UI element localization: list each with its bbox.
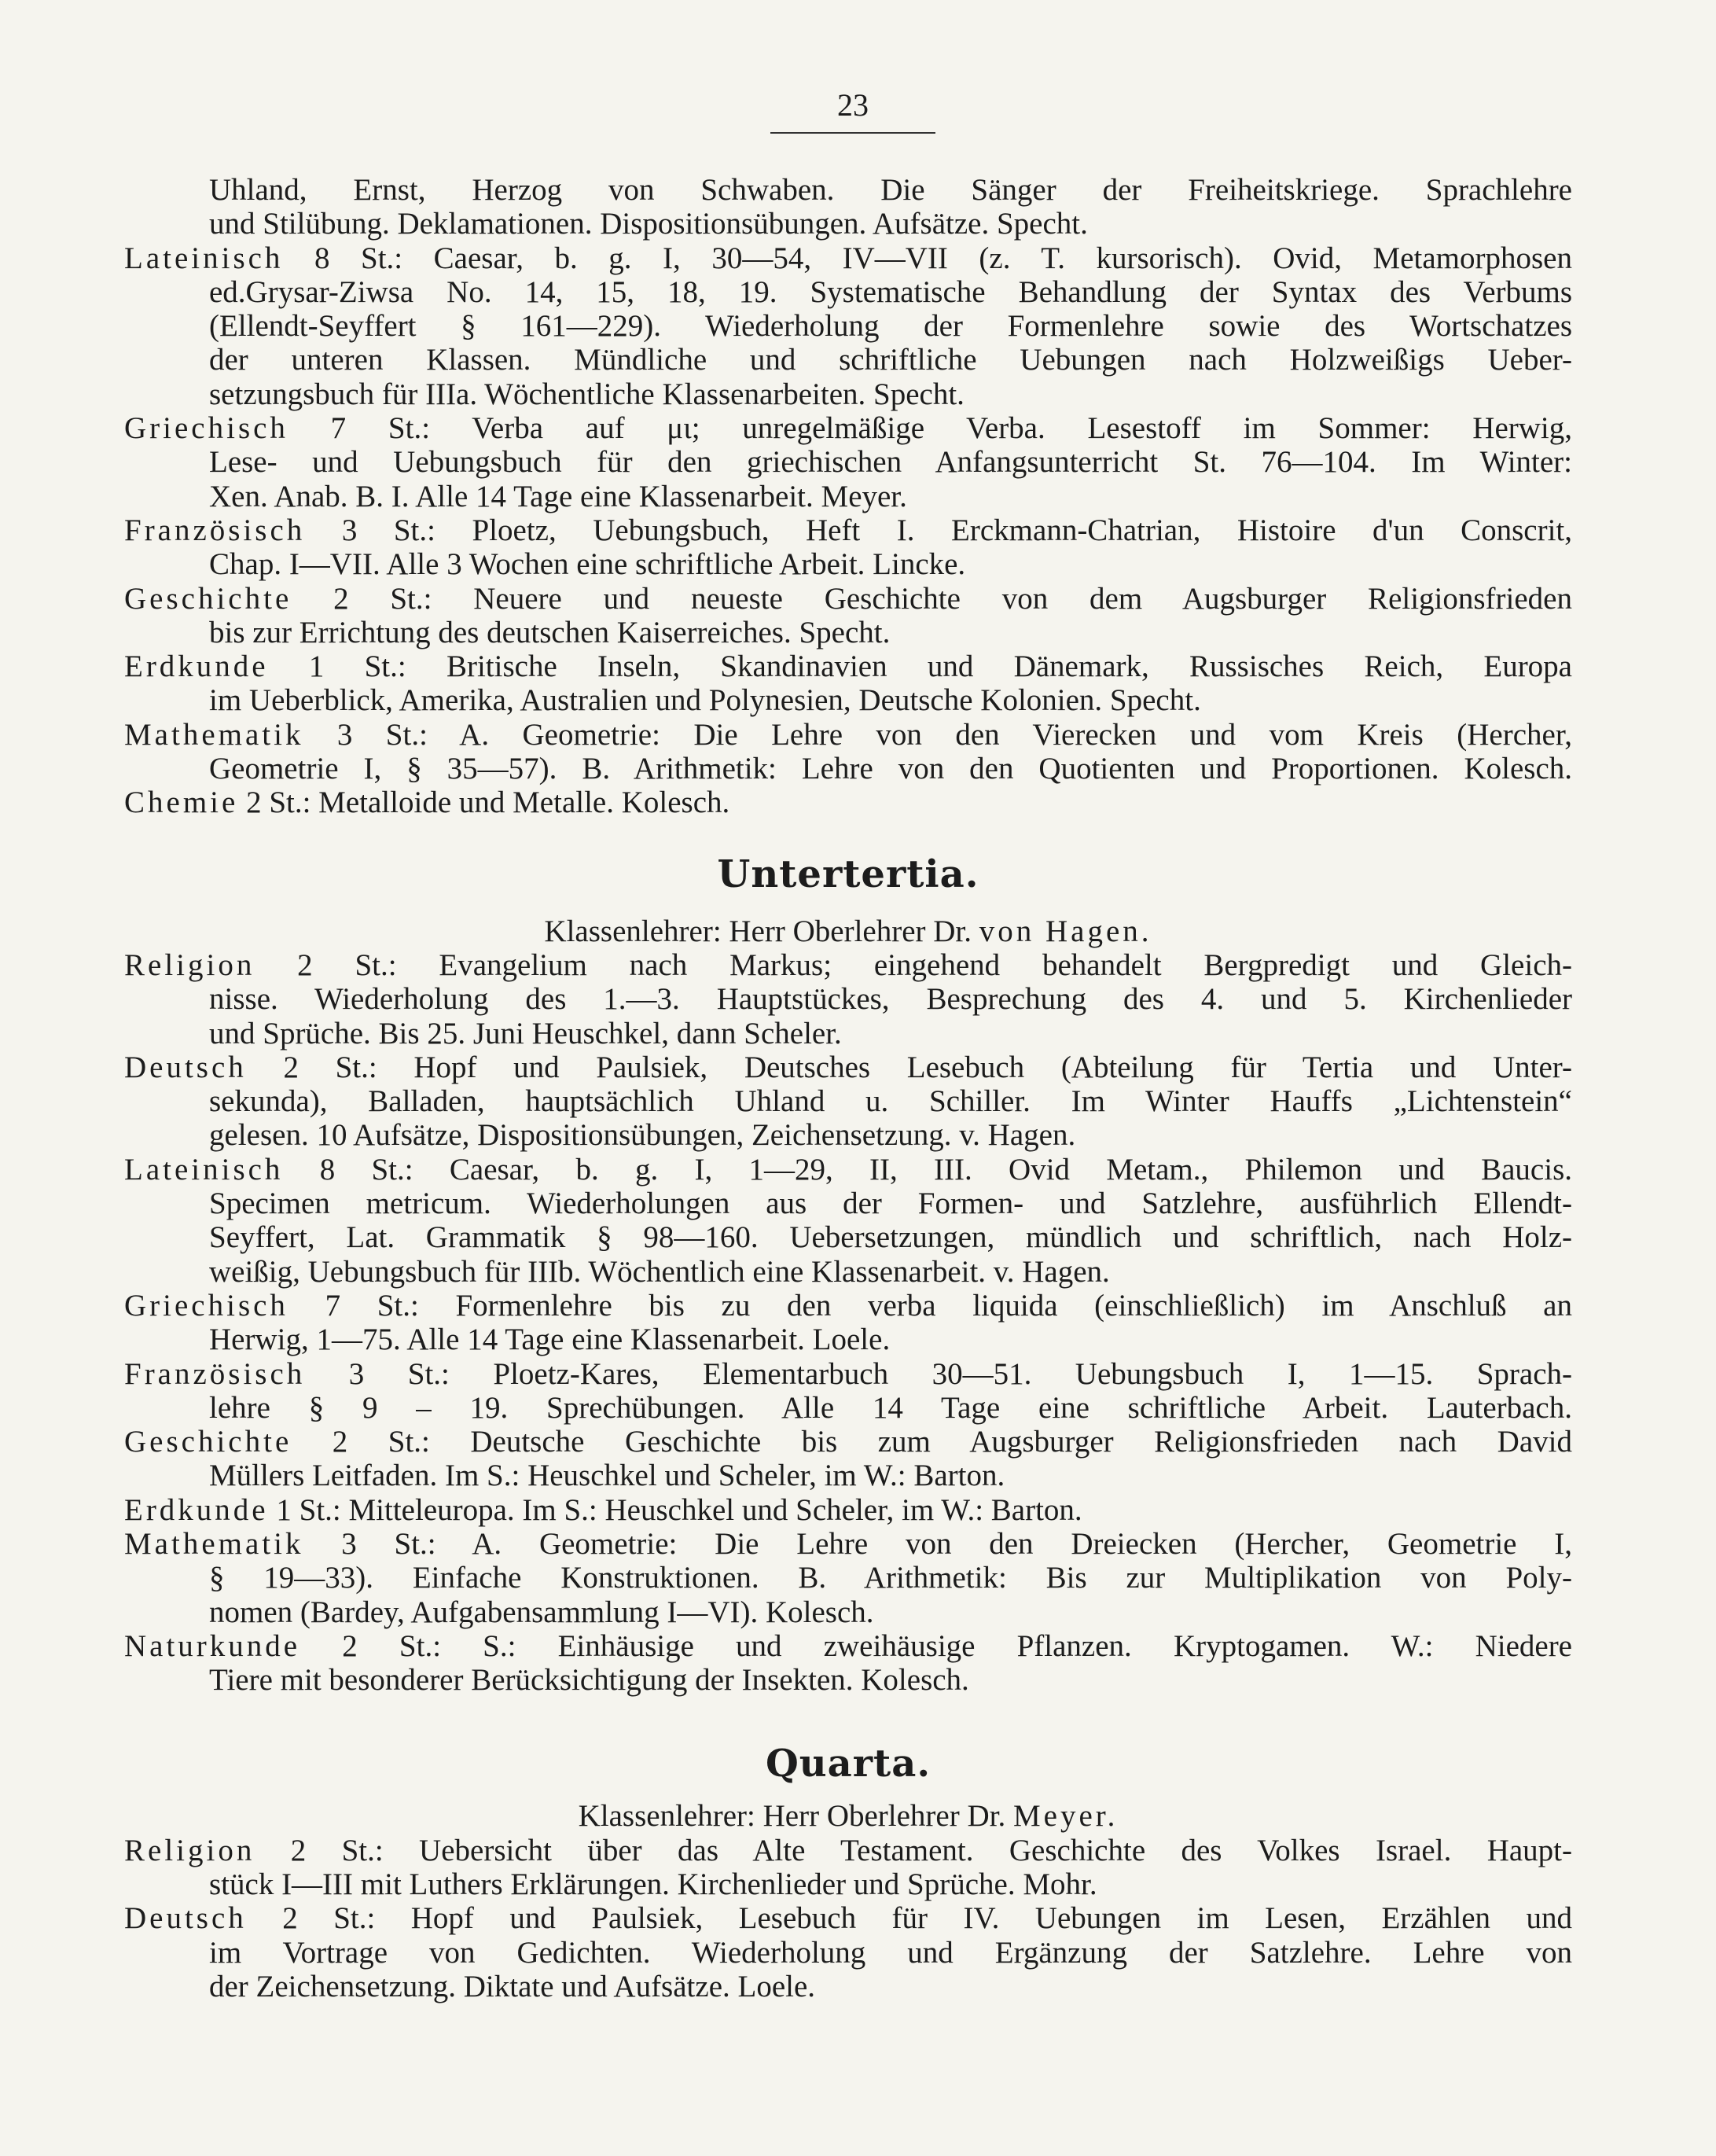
text-line [124,948,1572,982]
line-text: stück I—III mit Luthers Erklärungen. Kirchenlieder und Sprüche. Mohr. [209,1867,1097,1902]
text-line [124,752,1572,786]
line-text: weißig, Uebungsbuch für IIIb. Wöchentlich eine Klassenarbeit. v. Hagen. [209,1254,1110,1289]
line-text: sekunda), Balladen, hauptsächlich Uhland u. Schiller. Im Winter Hauffs „Lichtenstein“ [209,1084,1572,1119]
line-text: 3 St.: A. Geometrie: Die Lehre von den Dreiecken (Hercher, Geometrie I, [303,1526,1572,1561]
text-line [124,480,1572,513]
text-line [124,1459,1572,1492]
line-text: im Vortrage von Gedichten. Wiederholung und Ergänzung der Satzlehre. Lehre von [209,1935,1572,1970]
text-line [124,1289,1572,1323]
line-text: Specimen metricum. Wiederholungen aus der Formen- und Satzlehre, ausführlich Ellendt- [209,1187,1572,1221]
line-text: Uhland, Ernst, Herzog von Schwaben. Die Sänger der Freiheitskriege. Sprachlehre [209,173,1572,207]
subject-name: Mathematik [124,717,304,752]
line-text: 2 St.: Evangelium nach Markus; eingehend behandelt Bergpredigt und Gleich- [255,947,1572,982]
text-line [124,1629,1572,1663]
line-text: Chap. I—VII. Alle 3 Wochen eine schriftliche Arbeit. Lincke. [209,547,966,582]
subject-name: Religion [124,1833,255,1867]
text-line [124,309,1572,343]
teacher-line-quarta [124,1799,1572,1833]
text-line [124,1255,1572,1289]
text-line [124,683,1572,717]
subject-name: Französisch [124,1356,306,1391]
heading-quarta: Quarta. [765,1742,931,1786]
subject-name: Geschichte [124,1425,292,1459]
line-text: 7 St.: Formenlehre bis zu den verba liquida (einschließlich) im Anschluß an [288,1288,1572,1323]
section-obertertia-continued [124,173,1572,820]
text-line [124,1936,1572,1970]
line-text: Geometrie I, § 35—57). B. Arithmetik: Lehre von den Quotienten und Proportionen. Kolesch. [209,752,1572,786]
line-text: 3 St.: Ploetz-Kares, Elementarbuch 30—51. Uebungsbuch I, 1—15. Sprach- [305,1356,1572,1391]
line-text: Tiere mit besonderer Berücksichtigung der Insekten. Kolesch. [209,1663,969,1698]
line-text: und Sprüche. Bis 25. Juni Heuschkel, dann Scheler. [209,1016,842,1050]
line-text: setzungsbuch für IIIa. Wöchentliche Klassenarbeiten. Specht. [209,377,965,411]
text-line [124,1834,1572,1867]
text-line [124,786,1572,819]
subject-name: Naturkunde [124,1628,301,1663]
line-text: im Ueberblick, Amerika, Australien und Polynesien, Deutsche Kolonien. Specht. [209,683,1201,718]
line-text: 2 St.: Hopf und Paulsiek, Deutsches Lesebuch (Abteilung für Tertia und Unter- [246,1050,1572,1084]
text-line [124,377,1572,411]
text-line [124,1153,1572,1187]
text-line [124,1970,1572,2003]
text-line [124,982,1572,1016]
line-text: nisse. Wiederholung des 1.—3. Hauptstückes, Besprechung des 4. und 5. Kirchenlieder [209,982,1572,1017]
line-text: 2 St.: Neuere und neueste Geschichte von dem Augsburger Religionsfrieden [292,581,1572,616]
subject-name: Griechisch [124,1288,288,1323]
document-body [124,173,1572,2003]
section-untertertia [124,948,1572,1698]
text-line [124,1017,1572,1050]
text-line [124,513,1572,547]
teacher-line-untertertia [124,914,1572,948]
line-text: Herwig, 1—75. Alle 14 Tage eine Klassenarbeit. Loele. [209,1323,891,1357]
text-line [124,173,1572,207]
line-text: 8 St.: Caesar, b. g. I, 30—54, IV—VII (z. T. kursorisch). Ovid, Metamorphosen [283,241,1572,275]
text-line [124,1425,1572,1459]
text-line [124,445,1572,479]
line-text: (Ellendt-Seyffert § 161—229). Wiederholung der Formenlehre sowie des Wortschatzes [209,309,1572,344]
line-text: 2 St.: Hopf und Paulsiek, Lesebuch für IV. Uebungen im Lesen, Erzählen und [246,1901,1572,1936]
teacher-name: Meyer. [1012,1799,1119,1834]
text-line [124,207,1572,241]
line-text: bis zur Errichtung des deutschen Kaiserreiches. Specht. [209,615,891,649]
teacher-prefix: Klassenlehrer: Herr Oberlehrer Dr. [578,1799,1013,1834]
line-text: und Stilübung. Deklamationen. Dispositionsübungen. Aufsätze. Specht. [209,207,1088,241]
text-line [124,1323,1572,1356]
text-line [124,1084,1572,1118]
subject-name: Religion [124,947,255,982]
line-text: 8 St.: Caesar, b. g. I, 1—29, II, III. Ovid Metam., Philemon und Baucis. [283,1152,1572,1187]
text-line [124,1391,1572,1425]
subject-name: Geschichte [124,581,292,616]
text-line [124,275,1572,309]
text-line [124,241,1572,275]
line-text: 3 St.: A. Geometrie: Die Lehre von den Vierecken und vom Kreis (Hercher, [303,717,1572,752]
text-line [124,1050,1572,1084]
line-text: § 19—33). Einfache Konstruktionen. B. Arithmetik: Bis zur Multiplikation von Poly- [209,1561,1572,1595]
line-text: der Zeichensetzung. Diktate und Aufsätze. Loele. [209,1969,816,2003]
text-line [124,1561,1572,1595]
text-line [124,718,1572,752]
page-number: 23 [837,87,869,123]
text-line [124,616,1572,649]
teacher-prefix: Klassenlehrer: Herr Oberlehrer Dr. [544,914,979,948]
line-text: 7 St.: Verba auf μι; unregelmäßige Verba. Lesestoff im Sommer: Herwig, [288,411,1572,446]
section-quarta [124,1834,1572,2003]
subject-name: Deutsch [124,1901,247,1936]
line-text: 2 St.: S.: Einhäusige und zweihäusige Pflanzen. Kryptogamen. W.: Niedere [300,1628,1572,1663]
page-number-rule [770,132,935,134]
line-text: nomen (Bardey, Aufgabensammlung I—VI). Kolesch. [209,1595,874,1629]
text-line [124,1118,1572,1152]
text-line [124,582,1572,616]
subject-name: Lateinisch [124,241,284,275]
line-text: Seyffert, Lat. Grammatik § 98—160. Uebersetzungen, mündlich und schriftlich, nach Holz- [209,1220,1572,1255]
text-line [124,1493,1572,1527]
subject-name: Lateinisch [124,1152,284,1187]
line-text: lehre § 9 – 19. Sprechübungen. Alle 14 Tage eine schriftliche Arbeit. Lauterbach. [209,1390,1572,1425]
subject-name: Deutsch [124,1050,247,1084]
text-line [124,1527,1572,1561]
line-text: ed.Grysar-Ziwsa No. 14, 15, 18, 19. Systematische Behandlung der Syntax des Verbums [209,274,1572,309]
text-line [124,1663,1572,1697]
subject-name: Mathematik [124,1526,304,1561]
line-text: 2 St.: Deutsche Geschichte bis zum Augsburger Religionsfrieden nach David [292,1425,1572,1459]
text-line [124,649,1572,683]
text-line [124,1357,1572,1391]
subject-name: Erdkunde [124,1492,269,1527]
line-text: Müllers Leitfaden. Im S.: Heuschkel und Scheler, im W.: Barton. [209,1459,1005,1493]
subject-name: Französisch [124,513,306,547]
text-line [124,1867,1572,1901]
text-line [124,1595,1572,1629]
text-line [124,1220,1572,1254]
line-text: 3 St.: Ploetz, Uebungsbuch, Heft I. Erckmann-Chatrian, Histoire d'un Conscrit, [305,513,1572,547]
subject-name: Chemie [124,786,239,820]
line-text: 1 St.: Britische Inseln, Skandinavien und Dänemark, Russisches Reich, Europa [268,649,1572,684]
heading-untertertia: Untertertia. [717,852,979,896]
line-text: 2 St.: Uebersicht über das Alte Testament. Geschichte des Volkes Israel. Haupt- [255,1833,1572,1867]
line-text: der unteren Klassen. Mündliche und schriftliche Uebungen nach Holzweißigs Ueber- [209,343,1572,377]
text-line [124,547,1572,581]
line-text: gelesen. 10 Aufsätze, Dispositionsübungen, Zeichensetzung. v. Hagen. [209,1118,1076,1153]
text-line [124,1187,1572,1220]
text-line [124,343,1572,377]
line-text: Xen. Anab. B. I. Alle 14 Tage eine Klassenarbeit. Meyer. [209,479,907,513]
line-text: 1 St.: Mitteleuropa. Im S.: Heuschkel und Scheler, im W.: Barton. [268,1492,1082,1527]
subject-name: Griechisch [124,411,288,446]
text-line [124,411,1572,445]
subject-name: Erdkunde [124,649,269,684]
text-line [124,1901,1572,1935]
line-text: 2 St.: Metalloide und Metalle. Kolesch. [238,786,730,820]
line-text: Lese- und Uebungsbuch für den griechischen Anfangsunterricht St. 76—104. Im Winter: [209,445,1572,480]
teacher-name: von Hagen. [979,914,1152,948]
